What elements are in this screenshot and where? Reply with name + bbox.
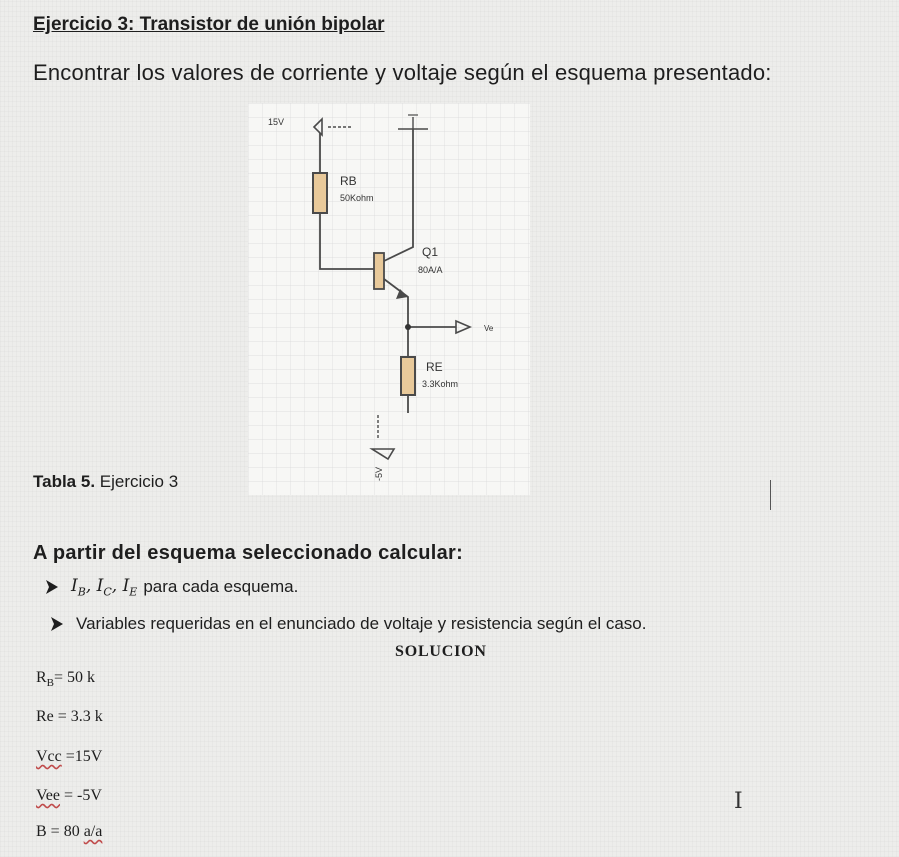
exercise-title: Ejercicio 3: Transistor de unión bipolar [33,14,385,35]
vcc-label: 15V [268,117,285,127]
bullet-item [50,614,646,634]
figure-caption [33,472,178,492]
rb-resistor-icon [313,173,327,213]
variable-re: Re = 3.3 k [36,708,103,725]
re-resistor-icon [401,357,415,395]
bullet-text: para cada esquema. [143,577,299,597]
ve-label: Ve [484,324,494,333]
variable-vee: Vee = -5V [36,787,102,804]
variable-beta: B = 80 a/a [36,823,103,840]
arrow-bullet-icon [50,616,64,632]
currents-math: $I_B$, $I_C$, $I_E$ [71,576,138,599]
ibeam-cursor-icon: I [734,789,743,814]
q-value: 80A/A [418,265,443,275]
bullet-text: Variables requeridas en el enunciado de voltaje y resistencia según el caso. [76,614,647,633]
section-subtitle: A partir del esquema seleccionado calcular: [33,542,464,564]
arrow-bullet-icon [45,579,59,595]
rb-label: RB [340,174,357,188]
caption-bold: Tabla 5. [33,472,96,491]
circuit-grid [248,103,530,495]
variable-vcc: Vcc =15V [36,748,103,765]
exercise-intro: Encontrar los valores de corriente y voltaje según el esquema presentado: [33,60,772,85]
caption-text: Ejercicio 3 [95,472,179,491]
variable-rb: $R_B= 50$ k [36,669,96,690]
circuit-schematic [248,103,530,495]
vee-label: -5V [374,466,384,481]
junction-dot [405,324,411,330]
solucion-heading: SOLUCION [395,643,487,660]
rb-value: 50Kohm [340,193,374,203]
re-label: RE [426,360,443,374]
text-cursor-bar [770,480,771,510]
re-value: 3.3Kohm [422,379,459,389]
bullet-item [45,576,298,598]
q-label: Q1 [422,245,439,259]
